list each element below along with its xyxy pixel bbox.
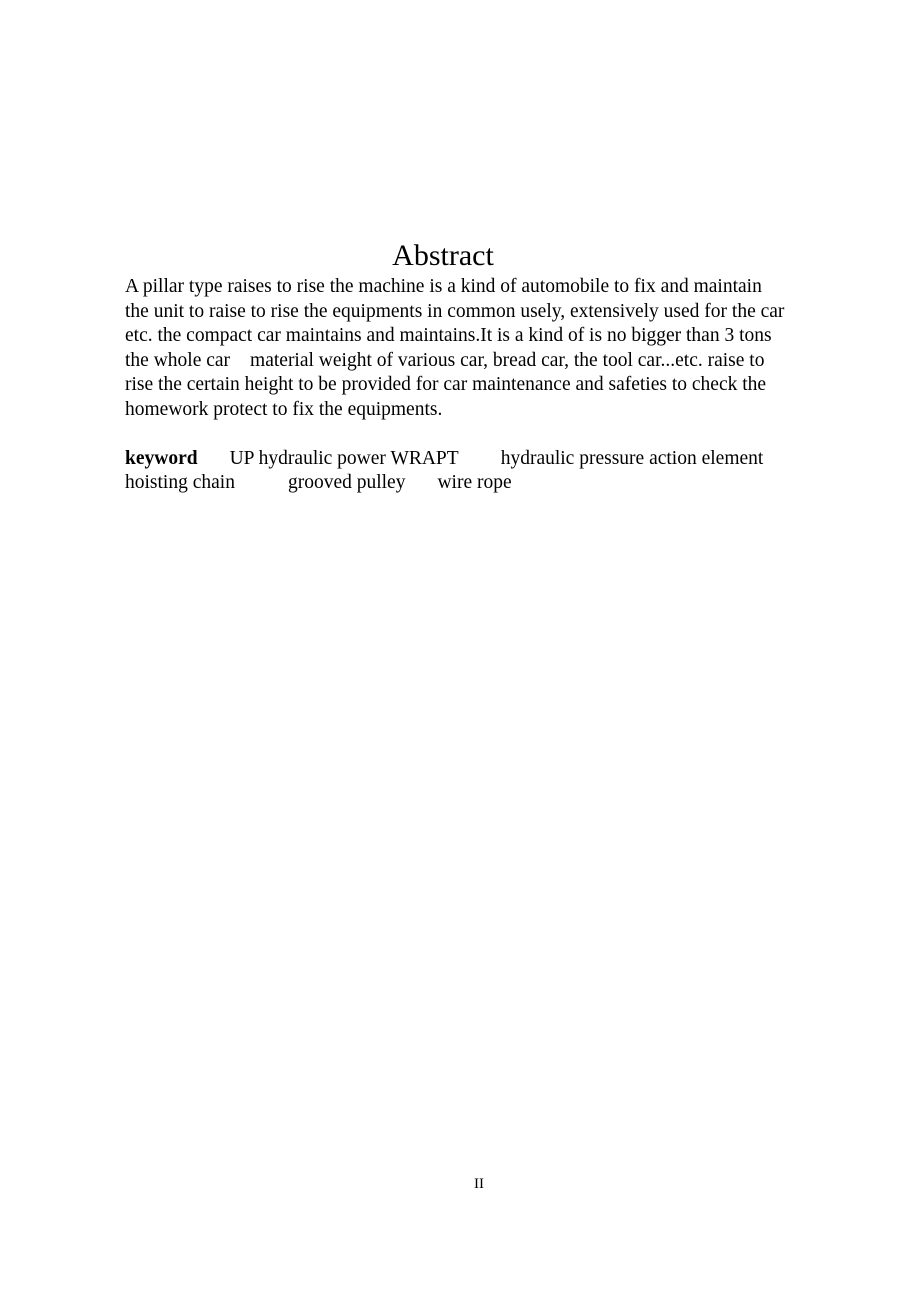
- keywords-label: keyword: [125, 447, 198, 469]
- abstract-line: A pillar type raises to rise the machine is a kind of automobile to fix and maintain: [125, 276, 762, 297]
- abstract-line: homework protect to fix the equipments.: [125, 398, 443, 420]
- keyword-item: hoisting chain: [125, 472, 235, 493]
- abstract-line: [125, 349, 865, 374]
- abstract-line-segment: the whole car: [125, 349, 231, 371]
- keyword-item: wire rope: [437, 472, 512, 493]
- abstract-line: the unit to raise to rise the equipments in common usely, extensively used for the car: [125, 300, 785, 322]
- keywords-line: [125, 447, 865, 472]
- keyword-item: UP hydraulic power WRAPT: [229, 447, 459, 469]
- abstract-line: etc. the compact car maintains and maintains.It is a kind of is no bigger than 3 tons: [125, 325, 772, 346]
- abstract-line: rise the certain height to be provided for car maintenance and safeties to check the: [125, 374, 767, 395]
- abstract-line-segment: material weight of various car, bread car, the tool car...etc. raise to: [250, 349, 765, 371]
- abstract-title: Abstract: [392, 239, 494, 272]
- page-number: II: [474, 1176, 484, 1192]
- keywords-line: [125, 471, 865, 496]
- keywords-section: [125, 447, 865, 496]
- keyword-item: hydraulic pressure action element: [500, 447, 764, 469]
- abstract-content: [125, 275, 865, 496]
- keyword-item: grooved pulley: [287, 472, 406, 493]
